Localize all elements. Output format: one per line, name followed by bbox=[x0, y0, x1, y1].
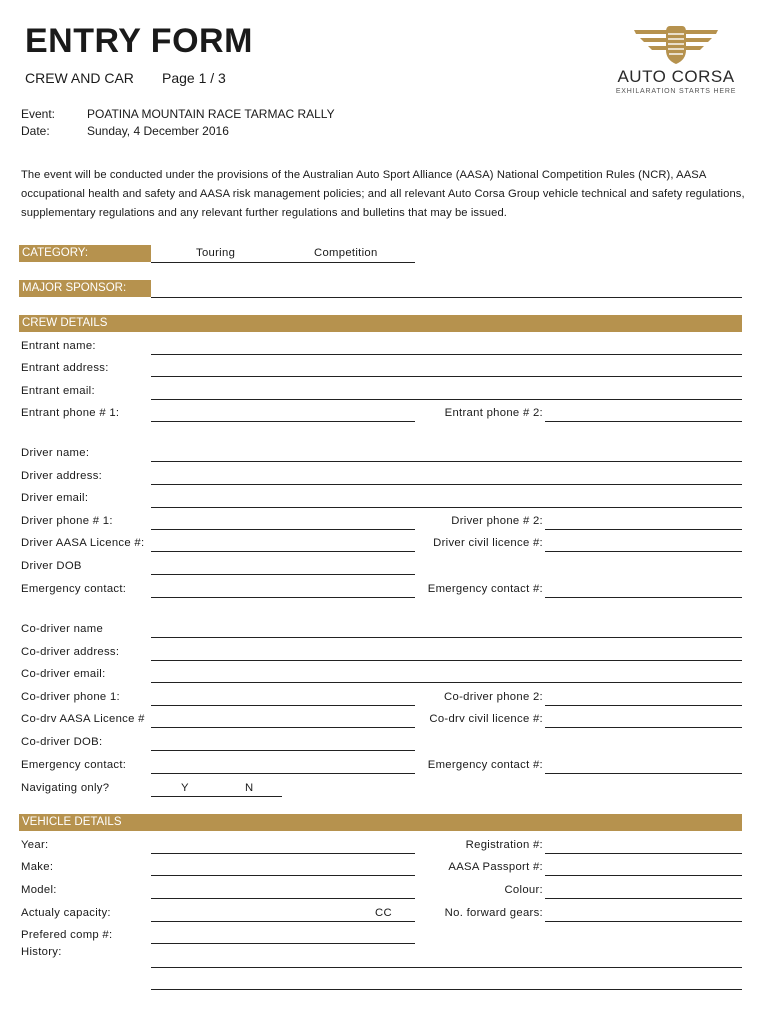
driver-phone-1-label: Driver phone # 1: bbox=[21, 515, 113, 527]
codriver-emergency-contact-label: Emergency contact: bbox=[21, 759, 127, 771]
history-label: History: bbox=[21, 946, 62, 958]
driver-phone-2-label: Driver phone # 2: bbox=[451, 515, 543, 527]
winged-crest-icon bbox=[606, 22, 746, 97]
category-line bbox=[151, 262, 415, 263]
auto-corsa-logo bbox=[606, 22, 746, 97]
navigating-no-option[interactable]: N bbox=[245, 782, 254, 794]
driver-aasa-licence-label: Driver AASA Licence #: bbox=[21, 537, 145, 549]
category-option-touring[interactable]: Touring bbox=[196, 247, 236, 259]
codriver-civil-licence-label: Co-drv civil licence #: bbox=[429, 713, 543, 725]
aasa-passport-label: AASA Passport #: bbox=[448, 861, 543, 873]
form-title: ENTRY FORM bbox=[25, 22, 253, 60]
colour-label: Colour: bbox=[504, 884, 543, 896]
aasa-passport-field[interactable] bbox=[545, 875, 742, 876]
driver-emergency-number-field[interactable] bbox=[545, 597, 742, 598]
codriver-phone-2-label: Co-driver phone 2: bbox=[444, 691, 543, 703]
capacity-field[interactable] bbox=[151, 921, 415, 922]
codriver-emergency-number-label: Emergency contact #: bbox=[427, 759, 543, 771]
driver-emergency-number-label: Emergency contact #: bbox=[427, 583, 543, 595]
crew-details-heading: CREW DETAILS bbox=[19, 315, 742, 332]
driver-emergency-contact-label: Emergency contact: bbox=[21, 583, 127, 595]
codriver-address-field[interactable] bbox=[151, 660, 742, 661]
capacity-label: Actualy capacity: bbox=[21, 907, 111, 919]
driver-dob-label: Driver DOB bbox=[21, 560, 82, 572]
entrant-email-field[interactable] bbox=[151, 399, 742, 400]
driver-phone-2-field[interactable] bbox=[545, 529, 742, 530]
codriver-name-label: Co-driver name bbox=[21, 623, 104, 635]
entrant-phone-1-label: Entrant phone # 1: bbox=[21, 407, 120, 419]
codriver-emergency-number-field[interactable] bbox=[545, 773, 742, 774]
date-value: Sunday, 4 December 2016 bbox=[87, 124, 229, 138]
driver-emergency-contact-field[interactable] bbox=[151, 597, 415, 598]
driver-name-field[interactable] bbox=[151, 461, 742, 462]
vehicle-year-label: Year: bbox=[21, 839, 49, 851]
codriver-aasa-licence-field[interactable] bbox=[151, 727, 415, 728]
category-bar: CATEGORY: bbox=[19, 245, 151, 262]
codriver-phone-1-field[interactable] bbox=[151, 705, 415, 706]
sponsor-field[interactable] bbox=[151, 297, 742, 298]
vehicle-make-field[interactable] bbox=[151, 875, 415, 876]
codriver-email-field[interactable] bbox=[151, 682, 742, 683]
intro-paragraph: The event will be conducted under the provisions of the Australian Auto Sport Alliance (AASA) National Competition Rules (NCR), AASA occupational health and safety and AASA risk management policies; and all relevant Auto Corsa Group vehicle technical and safety regulations, supplementary regulations and any relevant further regulations and bulletins that may be issued. bbox=[21, 169, 745, 219]
entrant-address-label: Entrant address: bbox=[21, 362, 109, 374]
driver-name-label: Driver name: bbox=[21, 447, 90, 459]
vehicle-details-heading: VEHICLE DETAILS bbox=[19, 814, 742, 831]
vehicle-model-label: Model: bbox=[21, 884, 57, 896]
entrant-phone-1-field[interactable] bbox=[151, 421, 415, 422]
driver-dob-field[interactable] bbox=[151, 574, 415, 575]
event-label: Event: bbox=[21, 107, 56, 121]
history-field-line-2[interactable] bbox=[151, 989, 742, 990]
preferred-comp-field[interactable] bbox=[151, 943, 415, 944]
preferred-comp-label: Prefered comp #: bbox=[21, 929, 113, 941]
codriver-phone-1-label: Co-driver phone 1: bbox=[21, 691, 120, 703]
logo-tagline: EXHILARATION STARTS HERE bbox=[615, 88, 737, 95]
date-label: Date: bbox=[21, 124, 50, 138]
driver-email-label: Driver email: bbox=[21, 492, 89, 504]
sponsor-bar: MAJOR SPONSOR: bbox=[19, 280, 151, 297]
forward-gears-field[interactable] bbox=[545, 921, 742, 922]
capacity-unit: CC bbox=[375, 907, 392, 919]
codriver-aasa-licence-label: Co-drv AASA Licence # bbox=[21, 713, 145, 725]
navigating-yes-option[interactable]: Y bbox=[181, 782, 189, 794]
entrant-name-label: Entrant name: bbox=[21, 340, 96, 352]
form-subtitle: CREW AND CAR bbox=[25, 70, 134, 86]
logo-name: AUTO CORSA bbox=[617, 67, 735, 86]
registration-label: Registration #: bbox=[465, 839, 543, 851]
navigating-only-label: Navigating only? bbox=[21, 782, 110, 794]
event-value: POATINA MOUNTAIN RACE TARMAC RALLY bbox=[87, 107, 335, 121]
entrant-email-label: Entrant email: bbox=[21, 385, 95, 397]
history-field-line-1[interactable] bbox=[151, 967, 742, 968]
driver-civil-licence-field[interactable] bbox=[545, 551, 742, 552]
vehicle-make-label: Make: bbox=[21, 861, 54, 873]
registration-field[interactable] bbox=[545, 853, 742, 854]
category-option-competition[interactable]: Competition bbox=[314, 247, 378, 259]
entrant-phone-2-label: Entrant phone # 2: bbox=[444, 407, 543, 419]
codriver-address-label: Co-driver address: bbox=[21, 646, 120, 658]
navigating-line bbox=[151, 796, 282, 797]
entrant-address-field[interactable] bbox=[151, 376, 742, 377]
codriver-phone-2-field[interactable] bbox=[545, 705, 742, 706]
driver-civil-licence-label: Driver civil licence #: bbox=[433, 537, 543, 549]
codriver-dob-label: Co-driver DOB: bbox=[21, 736, 103, 748]
entrant-name-field[interactable] bbox=[151, 354, 742, 355]
codriver-dob-field[interactable] bbox=[151, 750, 415, 751]
driver-email-field[interactable] bbox=[151, 507, 742, 508]
entrant-phone-2-field[interactable] bbox=[545, 421, 742, 422]
codriver-name-field[interactable] bbox=[151, 637, 742, 638]
codriver-email-label: Co-driver email: bbox=[21, 668, 106, 680]
colour-field[interactable] bbox=[545, 898, 742, 899]
driver-aasa-licence-field[interactable] bbox=[151, 551, 415, 552]
vehicle-year-field[interactable] bbox=[151, 853, 415, 854]
driver-address-label: Driver address: bbox=[21, 470, 103, 482]
vehicle-model-field[interactable] bbox=[151, 898, 415, 899]
codriver-emergency-contact-field[interactable] bbox=[151, 773, 415, 774]
forward-gears-label: No. forward gears: bbox=[444, 907, 543, 919]
driver-phone-1-field[interactable] bbox=[151, 529, 415, 530]
driver-address-field[interactable] bbox=[151, 484, 742, 485]
page-number: Page 1 / 3 bbox=[162, 70, 226, 86]
codriver-civil-licence-field[interactable] bbox=[545, 727, 742, 728]
